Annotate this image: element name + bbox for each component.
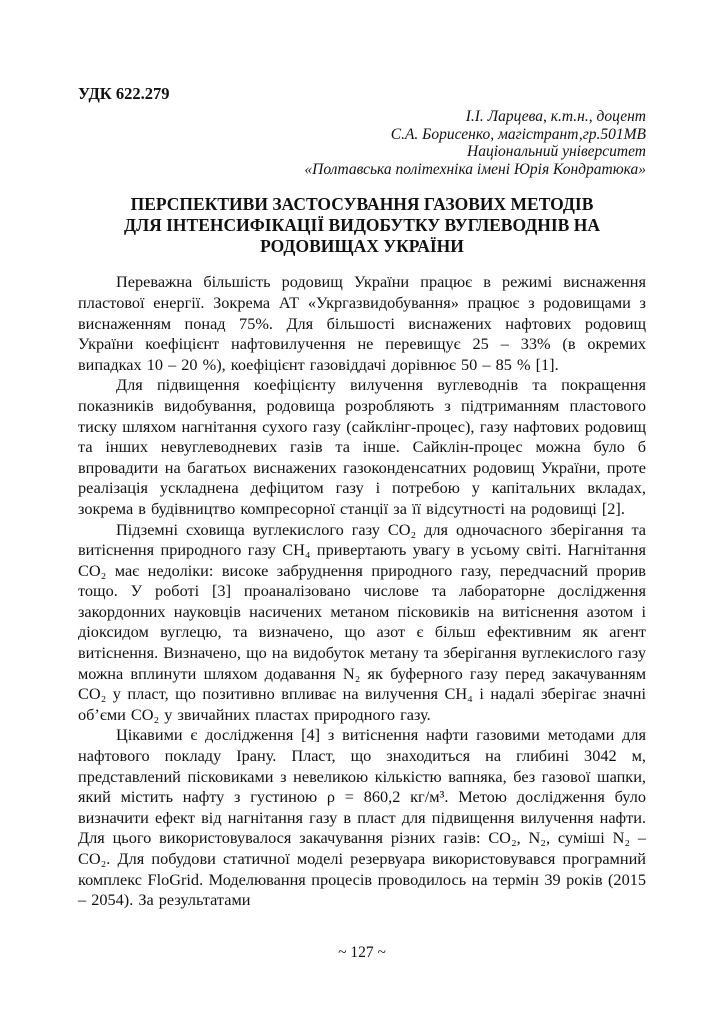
article-title-line-2: ДЛЯ ІНТЕНСИФІКАЦІЇ ВИДОБУТКУ ВУГЛЕВОДНІВ НА bbox=[124, 215, 600, 236]
paragraph-1: Переважна більшість родовищ України працює в режимі виснаження пластової енергії. Зокрема АТ «Укргазвидобування» працює з родовищами з виснаженням понад 75%. Для більшості виснажених нафтових родовищ України коефіцієнт нафтовилучення не перевищує 25 – 33% (в окремих випадках 10 – 20 %), коефіцієнт газовіддачі дорівнює 50 – 85 % [1]. bbox=[78, 272, 646, 374]
article-title bbox=[90, 194, 635, 257]
author-block bbox=[78, 108, 646, 178]
affiliation-line-2: «Полтавська політехніка імені Юрія Кондратюка» bbox=[304, 160, 646, 178]
author-line-2: С.А. Борисенко, магістрант,гр.501МВ bbox=[390, 125, 646, 143]
paragraph-4: Цікавими є дослідження [4] з витіснення нафти газовими методами для нафтового покладу Ірану. Пласт, що знаходиться на глибині 3042 м, представлений пісковиками з невеликою кількістю вапняка, без газової шапки, який містить нафту з густиною ρ = 860,2 кг/м³. Метою дослідження було визначити ефект від нагнітання газу в пласт для підвищення вилучення нафти. Для цього використовувалося закачування різних газів: CO₂, N₂, суміші N₂ – CO₂. Для побудови статичної моделі резервуара використовувався програмний комплекс FloGrid. Моделювання процесів проводилось на термін 39 років (2015 – 2054). За результатами bbox=[78, 725, 646, 910]
article-title-line-1: ПЕРСПЕКТИВИ ЗАСТОСУВАННЯ ГАЗОВИХ МЕТОДІВ bbox=[130, 194, 594, 215]
udc-code: УДК 622.279 bbox=[78, 84, 170, 103]
paragraph-2: Для підвищення коефіцієнту вилучення вуглеводнів та покращення показників видобування, родовища розробляють з підтриманням пластового тиску шляхом нагнітання сухого газу (сайклінг-процес), газу нафтових родовищ та інших невуглеводневих газів та інше. Сайклін-процес можна було б впровадити на багатьох виснажених газоконденсатних родовищ України, проте реалізація ускладнена дефіцитом газу і потребою у капітальних вкладах, зокрема в будівництво компресорної станції за її відсутності на родовищі [2]. bbox=[78, 375, 646, 518]
affiliation-line-1: Національний університет bbox=[467, 143, 646, 161]
author-line-1: І.І. Ларцева, к.т.н., доцент bbox=[465, 108, 646, 125]
article-body bbox=[78, 272, 646, 910]
page-content bbox=[78, 84, 646, 911]
page-number: ~ 127 ~ bbox=[338, 944, 386, 961]
article-title-line-3: РОДОВИЩАХ УКРАЇНИ bbox=[260, 236, 464, 257]
paragraph-3: Підземні сховища вуглекислого газу CO₂ для одночасного зберігання та витіснення природного газу CH₄ привертають увагу в усьому світі. Нагнітання CO₂ має недоліки: високе забруднення природного газу, передчасний прорив тощо. У роботі [3] проаналізовано числове та лабораторне дослідження закордонних науковців насичених метаном пісковиків на витіснення азотом і діоксидом вуглецю, та визначено, що азот є більш ефективним як агент витіснення. Визначено, що на видобуток метану та зберігання вуглекислого газу можна вплинути шляхом додавання N₂ як буферного газу перед закачуванням CO₂ у пласт, що позитивно впливає на вилучення CH₄ і надалі зберігає значні об’єми CO₂ у звичайних пластах природного газу. bbox=[78, 519, 646, 724]
